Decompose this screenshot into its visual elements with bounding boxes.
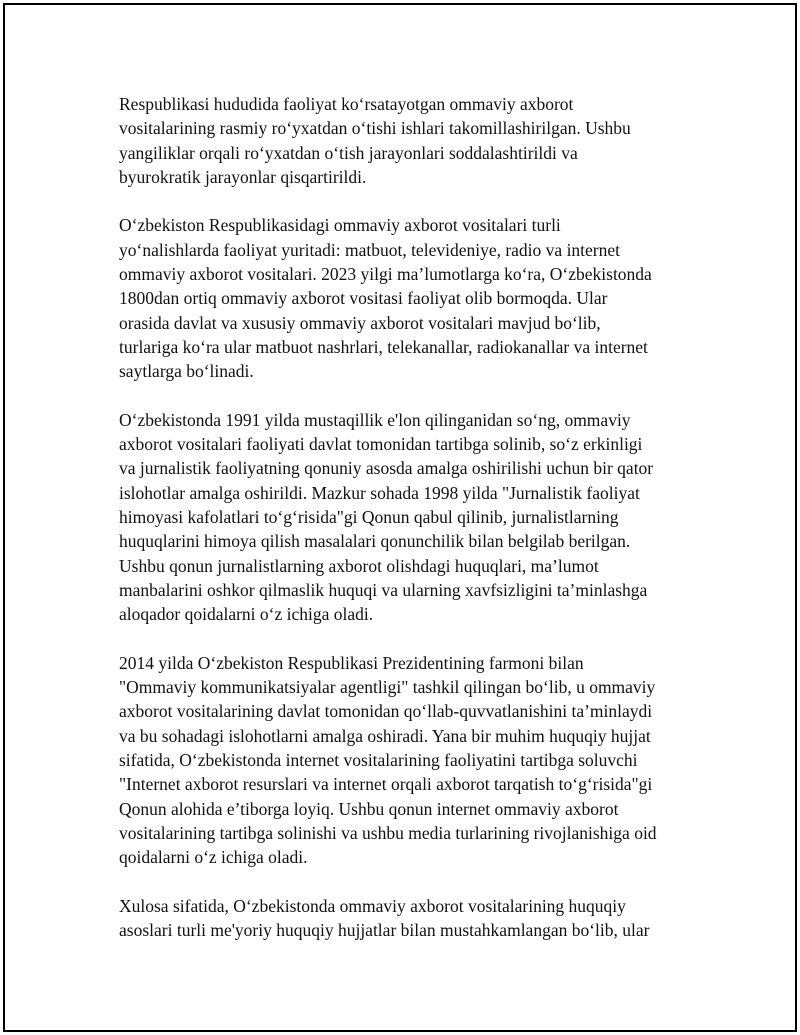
paragraph — [119, 408, 719, 627]
text-line: ommaviy axborot vositalari. 2023 yilgi ma’lumotlarga ko‘ra, O‘zbekistonda — [119, 264, 652, 285]
text-line: yo‘nalishlarda faoliyat yuritadi: matbuot, televideniye, radio va internet — [119, 239, 621, 260]
text-line: himoyasi kafolatlari to‘g‘risida"gi Qonun qabul qilinib, jurnalistlarning — [119, 507, 619, 528]
text-line: 1800dan ortiq ommaviy axborot vositasi faoliyat olib bormoqda. Ular — [119, 288, 608, 309]
text-line: manbalarini oshkor qilmaslik huquqi va ularning xavfsizligini ta’minlashga — [119, 579, 648, 600]
text-line: Ushbu qonun jurnalistlarning axborot olishdagi huquqlari, ma’lumot — [119, 555, 599, 576]
text-line: byurokratik jarayonlar qisqartirildi. — [119, 166, 367, 187]
text-line: va bu sohadagi islohotlarni amalga oshiradi. Yana bir muhim huquqiy hujjat — [119, 725, 651, 746]
text-line: O‘zbekiston Respublikasidagi ommaviy axborot vositalari turli — [119, 215, 561, 236]
text-line: axborot vositalarining davlat tomonidan qo‘llab-quvvatlanishini ta’minlaydi — [119, 701, 653, 722]
paragraph — [119, 894, 719, 943]
text-line: "Ommaviy kommunikatsiyalar agentligi" tashkil qilingan bo‘lib, u ommaviy — [119, 677, 656, 698]
text-line: orasida davlat va xususiy ommaviy axborot vositalari mavjud bo‘lib, — [119, 312, 601, 333]
text-line: va jurnalistik faoliyatning qonuniy asosda amalga oshirilishi uchun bir qator — [119, 458, 654, 479]
text-line: O‘zbekistonda 1991 yilda mustaqillik e'lon qilinganidan so‘ng, ommaviy — [119, 409, 631, 430]
text-line: vositalarining rasmiy ro‘yxatdan o‘tishi ishlari takomillashirilgan. Ushbu — [119, 118, 631, 139]
text-line: Xulosa sifatida, O‘zbekistonda ommaviy axborot vositalarining huquqiy — [119, 895, 626, 916]
text-line: "Internet axborot resurslari va internet orqali axborot tarqatish to‘g‘risida"gi — [119, 774, 653, 795]
text-line: huquqlarini himoya qilish masalalari qonunchilik bilan belgilab berilgan. — [119, 531, 631, 552]
text-line: yangiliklar orqali ro‘yxatdan o‘tish jarayonlari soddalashtirildi va — [119, 142, 578, 163]
text-line: islohotlar amalga oshirildi. Mazkur sohada 1998 yilda "Jurnalistik faoliyat — [119, 482, 640, 503]
text-line: aloqador qoidalarni o‘z ichiga oladi. — [119, 604, 374, 625]
text-line: sifatida, O‘zbekistonda internet vositalarining faoliyatini tartibga soluvchi — [119, 750, 638, 771]
document-body — [119, 92, 719, 967]
paragraph — [119, 213, 719, 383]
text-line: turlariga ko‘ra ular matbuot nashrlari, telekanallar, radiokanallar va internet — [119, 336, 648, 357]
text-line: Qonun alohida e’tiborga loyiq. Ushbu qonun internet ommaviy axborot — [119, 798, 619, 819]
text-line: Respublikasi hududida faoliyat ko‘rsatayotgan ommaviy axborot — [119, 94, 574, 114]
text-line: 2014 yilda O‘zbekiston Respublikasi Prezidentining farmoni bilan — [119, 652, 584, 673]
text-line: asoslari turli me'yoriy huquqiy hujjatlar bilan mustahkamlangan bo‘lib, ular — [119, 920, 650, 941]
text-line: saytlarga bo‘linadi. — [119, 361, 254, 382]
text-line: axborot vositalari faoliyati davlat tomonidan tartibga solinib, so‘z erkinligi — [119, 434, 643, 455]
paragraph — [119, 92, 719, 189]
paragraph — [119, 651, 719, 870]
text-line: qoidalarni o‘z ichiga oladi. — [119, 847, 308, 868]
text-line: vositalarining tartibga solinishi va ushbu media turlarining rivojlanishiga oid — [119, 822, 657, 843]
